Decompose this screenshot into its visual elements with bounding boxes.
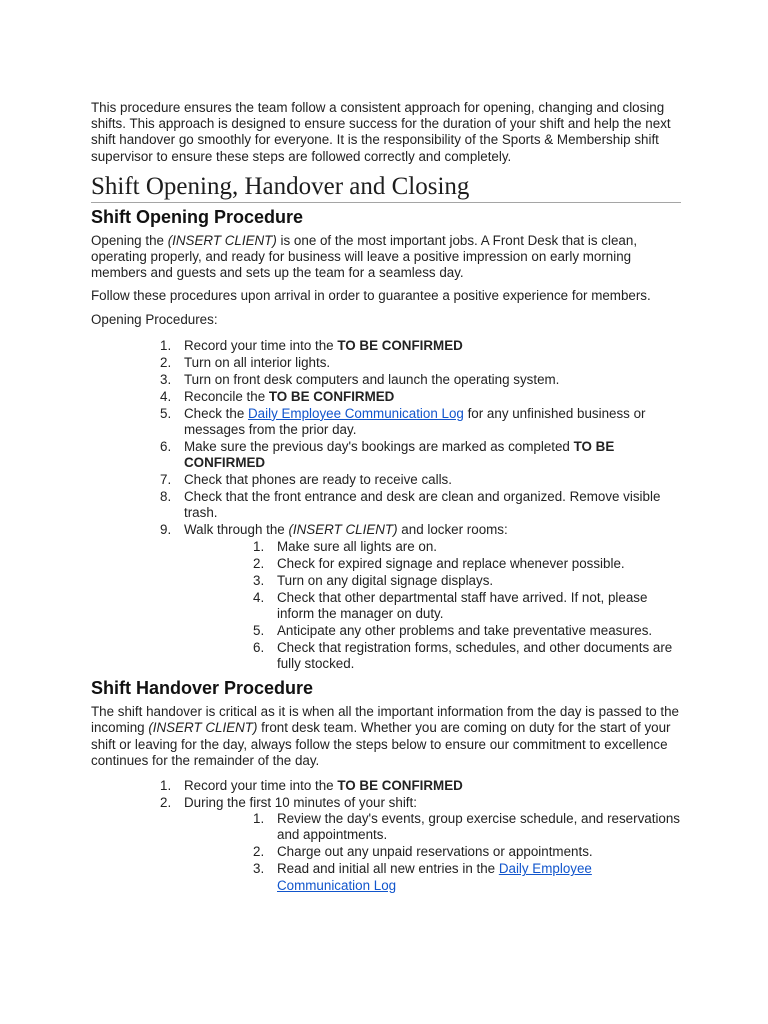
list-item — [91, 389, 681, 405]
tbc-text: TO BE CONFIRMED — [337, 337, 463, 353]
list-number: 4. — [160, 388, 172, 404]
handover-paragraph — [91, 704, 681, 769]
text: Make sure all lights are on. — [277, 538, 438, 554]
opening-paragraph-2: Follow these procedures upon arrival in order to guarantee a positive experience for members. — [91, 288, 651, 304]
communication-log-link[interactable]: Daily Employee Communication Log — [277, 861, 592, 893]
list-number: 3. — [253, 572, 265, 588]
tbc-text: TO BE CONFIRMED — [184, 439, 615, 471]
text: Check that phones are ready to receive calls. — [184, 472, 452, 488]
text: Record your time into the — [184, 337, 338, 353]
list-item — [91, 355, 681, 371]
text: Opening the — [91, 232, 168, 248]
text: Turn on all interior lights. — [184, 354, 331, 370]
opening-paragraph-1 — [91, 233, 681, 282]
list-number: 3. — [160, 371, 172, 387]
list-number: 1. — [160, 778, 172, 794]
list-item — [91, 439, 681, 471]
list-number: 5. — [253, 622, 265, 638]
tbc-text: TO BE CONFIRMED — [268, 388, 395, 404]
client-placeholder: (INSERT CLIENT) — [148, 720, 258, 736]
sublist-item — [91, 573, 681, 589]
list-item — [91, 338, 681, 354]
sublist-item — [91, 811, 681, 843]
list-number: 9. — [160, 522, 172, 538]
text: Turn on front desk computers and launch the operating system. — [184, 371, 560, 387]
list-item — [91, 489, 681, 521]
list-number: 1. — [160, 337, 172, 353]
sublist-item — [91, 623, 681, 639]
list-number: 3. — [253, 861, 265, 877]
text: Review the day's events, group exercise schedule, and reservations and appointments. — [277, 811, 681, 843]
list-item — [91, 406, 681, 438]
text: During the first 10 minutes of your shift: — [184, 795, 417, 811]
text: Check the — [184, 405, 249, 421]
list-number: 7. — [160, 472, 172, 488]
text: Check that other departmental staff have arrived. If not, please inform the manager on duty. — [277, 589, 648, 621]
sublist-item — [91, 640, 681, 672]
opening-procedure-list — [91, 338, 681, 672]
list-number: 2. — [253, 555, 265, 571]
list-number: 6. — [160, 439, 172, 455]
text: Walk through the — [184, 522, 289, 538]
text: Read and initial all new entries in the — [277, 861, 499, 877]
sublist-item — [91, 556, 681, 572]
document-body — [91, 100, 681, 899]
walkthrough-sublist — [184, 539, 681, 673]
text: Anticipate any other problems and take preventative measures. — [277, 622, 653, 638]
section-heading-handover: Shift Handover Procedure — [91, 678, 314, 699]
text: is one of the most important jobs. A Front Desk that is clean, operating properly, and ready for business will leave a positive impression on early morning members and guests and sets up the team for a seamless day. — [91, 232, 638, 281]
list-item — [91, 472, 681, 488]
list-number: 2. — [160, 795, 172, 811]
text: Reconcile the — [184, 388, 269, 404]
list-number: 5. — [160, 405, 172, 421]
list-item — [91, 795, 681, 894]
list-item — [91, 372, 681, 388]
intro-paragraph: This procedure ensures the team follow a consistent approach for opening, changing and closing shifts. This approach is designed to ensure success for the duration of your shift and help the next shift handover go smoothly for everyone. It is the responsibility of the Sports & Membership shift supervisor to ensure these steps are followed correctly and completely. — [91, 100, 671, 164]
list-number: 1. — [253, 538, 265, 554]
first-ten-minutes-sublist — [184, 811, 681, 894]
communication-log-link[interactable]: Daily Employee Communication Log — [248, 405, 464, 421]
list-number: 4. — [253, 589, 265, 605]
list-number: 2. — [160, 354, 172, 370]
text: for any unfinished business or messages from the prior day. — [184, 405, 646, 438]
text: Check for expired signage and replace whenever possible. — [277, 555, 625, 571]
text: front desk team. Whether you are coming on duty for the start of your shift or leaving for the day, always follow the steps below to ensure our commitment to excellence continues for the remainder of the day. — [91, 720, 671, 768]
opening-procedures-label: Opening Procedures: — [91, 311, 218, 327]
handover-procedure-list — [91, 778, 681, 894]
tbc-text: TO BE CONFIRMED — [337, 778, 463, 794]
list-number: 2. — [253, 844, 265, 860]
page-title: Shift Opening, Handover and Closing — [91, 173, 681, 203]
list-number: 8. — [160, 489, 172, 505]
text: Turn on any digital signage displays. — [277, 572, 494, 588]
text: The shift handover is critical as it is when all the important information from the day is passed to the incoming — [91, 704, 679, 736]
list-item — [91, 778, 681, 794]
text: Check that the front entrance and desk are clean and organized. Remove visible trash. — [184, 489, 661, 521]
text: Make sure the previous day's bookings are marked as completed — [184, 439, 574, 455]
client-placeholder: (INSERT CLIENT) — [288, 522, 398, 538]
sublist-item — [91, 590, 681, 622]
text: Record your time into the — [184, 778, 338, 794]
text: Check that registration forms, schedules, and other documents are fully stocked. — [277, 639, 673, 672]
list-item — [91, 522, 681, 672]
list-number: 1. — [253, 811, 265, 827]
sublist-item — [91, 844, 681, 860]
text: Charge out any unpaid reservations or appointments. — [277, 844, 593, 860]
list-number: 6. — [253, 639, 265, 655]
section-heading-opening: Shift Opening Procedure — [91, 206, 304, 227]
client-placeholder: (INSERT CLIENT) — [167, 232, 277, 248]
text: and locker rooms: — [397, 522, 508, 538]
sublist-item — [91, 539, 681, 555]
sublist-item — [91, 861, 681, 893]
